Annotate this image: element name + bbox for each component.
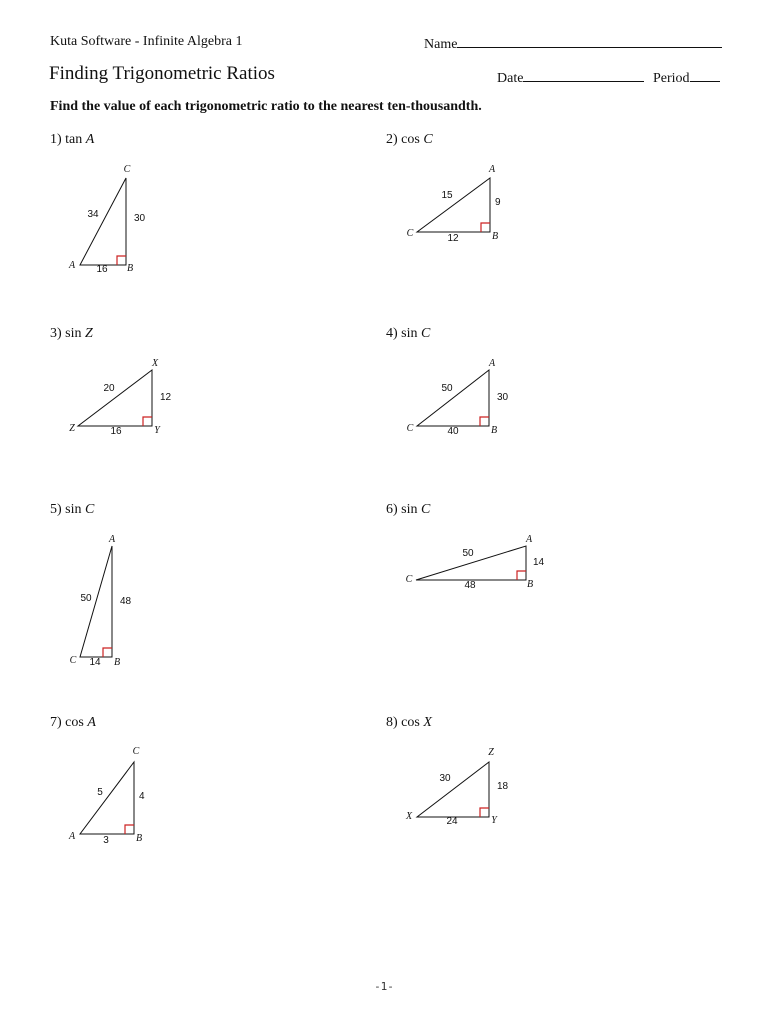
page-number: -1- <box>374 980 394 993</box>
date-label: Date <box>497 71 524 86</box>
triangle-outline <box>417 762 489 817</box>
vertical-side-label: 9 <box>495 197 501 208</box>
problem-number: 7) <box>50 715 62 730</box>
vertex-label-top: A <box>108 534 116 545</box>
vertex-label-left: C <box>406 228 414 239</box>
triangle-outline <box>417 370 489 426</box>
vertex-label-left: X <box>405 811 413 822</box>
vertex-label-right: Y <box>154 425 160 436</box>
hypotenuse-label: 30 <box>439 773 451 784</box>
problem-number: 8) <box>386 715 398 730</box>
hypotenuse-label: 50 <box>441 383 453 394</box>
trig-function: tan <box>65 132 83 147</box>
angle-name: C <box>421 326 431 341</box>
triangle-3 <box>69 358 171 437</box>
name-label: Name <box>424 37 458 52</box>
software-label: Kuta Software - Infinite Algebra 1 <box>50 34 243 49</box>
trig-function: sin <box>401 326 418 341</box>
base-side-label: 12 <box>447 233 459 244</box>
angle-name: C <box>423 132 433 147</box>
vertex-label-left: C <box>405 574 413 585</box>
trig-function: cos <box>401 715 420 730</box>
page-title: Finding Trigonometric Ratios <box>49 63 275 84</box>
triangle-outline <box>417 178 490 232</box>
vertex-label-top: C <box>123 164 131 175</box>
triangle-4 <box>407 358 509 437</box>
right-angle-marker <box>125 825 134 834</box>
trig-function: sin <box>65 326 82 341</box>
problem-number: 2) <box>386 132 398 147</box>
triangle-8 <box>405 747 509 827</box>
vertical-side-label: 30 <box>497 392 509 403</box>
angle-name: C <box>85 502 95 517</box>
hypotenuse-label: 20 <box>103 383 115 394</box>
vertex-label-top: A <box>488 358 496 369</box>
angle-name: C <box>421 502 431 517</box>
vertical-side-label: 12 <box>160 392 172 403</box>
vertex-label-top: Z <box>488 747 494 758</box>
trig-function: sin <box>65 502 82 517</box>
right-angle-marker <box>481 223 490 232</box>
right-angle-marker <box>480 417 489 426</box>
problem-number: 6) <box>386 502 398 517</box>
right-angle-marker <box>117 256 126 265</box>
vertex-label-top: X <box>151 358 159 369</box>
right-angle-marker <box>480 808 489 817</box>
triangle-outline <box>80 762 134 834</box>
vertex-label-left: A <box>68 831 76 842</box>
trig-function: cos <box>401 132 420 147</box>
base-side-label: 16 <box>96 264 108 275</box>
triangle-outline <box>78 370 152 426</box>
vertex-label-right: B <box>526 579 534 590</box>
vertex-label-top: C <box>132 746 140 757</box>
base-side-label: 24 <box>446 816 458 827</box>
vertex-label-right: B <box>126 263 134 274</box>
angle-name: X <box>423 715 432 730</box>
hypotenuse-label: 50 <box>462 548 474 559</box>
right-angle-marker <box>143 417 152 426</box>
vertex-label-right: B <box>491 231 499 242</box>
vertex-label-top: A <box>488 164 496 175</box>
vertical-side-label: 4 <box>139 791 145 802</box>
base-side-label: 14 <box>89 657 101 668</box>
triangle-2 <box>407 164 501 244</box>
vertex-label-right: Y <box>491 815 497 826</box>
triangle-1 <box>68 164 146 275</box>
problem-number: 3) <box>50 326 62 341</box>
base-side-label: 40 <box>447 426 459 437</box>
vertex-label-left: A <box>68 260 76 271</box>
vertical-side-label: 18 <box>497 781 509 792</box>
hypotenuse-label: 15 <box>441 190 453 201</box>
vertical-side-label: 48 <box>120 596 132 607</box>
angle-name: A <box>87 715 96 730</box>
period-label: Period <box>653 71 690 86</box>
vertex-label-right: B <box>113 657 121 668</box>
vertex-label-left: C <box>406 423 414 434</box>
base-side-label: 48 <box>464 580 476 591</box>
problem-number: 1) <box>50 132 62 147</box>
problem-number: 5) <box>50 502 62 517</box>
problem-number: 4) <box>386 326 398 341</box>
vertex-label-right: B <box>135 833 143 844</box>
angle-name: A <box>85 132 95 147</box>
right-angle-marker <box>103 648 112 657</box>
hypotenuse-label: 5 <box>97 787 103 798</box>
vertical-side-label: 30 <box>134 213 146 224</box>
vertex-label-left: C <box>69 655 77 666</box>
instructions: Find the value of each trigonometric ratio to the nearest ten-thousandth. <box>50 99 482 114</box>
triangle-outline <box>80 178 126 265</box>
hypotenuse-label: 34 <box>87 209 99 220</box>
trig-function: sin <box>401 502 418 517</box>
vertex-label-left: Z <box>69 423 75 434</box>
hypotenuse-label: 50 <box>80 593 92 604</box>
vertical-side-label: 14 <box>533 557 545 568</box>
base-side-label: 16 <box>110 426 122 437</box>
angle-name: Z <box>85 326 93 341</box>
base-side-label: 3 <box>103 835 109 846</box>
vertex-label-top: A <box>525 534 533 545</box>
triangle-7 <box>68 746 145 846</box>
triangle-5 <box>70 534 132 668</box>
vertex-label-right: B <box>490 425 498 436</box>
right-angle-marker <box>517 571 526 580</box>
trig-function: cos <box>65 715 84 730</box>
triangle-6 <box>406 534 545 591</box>
